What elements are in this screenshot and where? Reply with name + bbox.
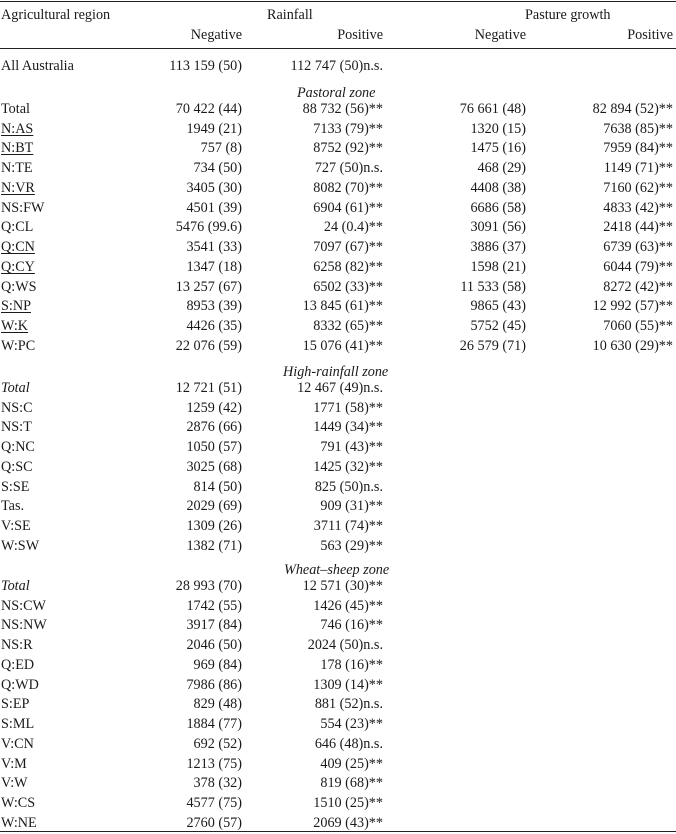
header-rule [0,48,676,49]
cell-region: V:CN [1,736,34,752]
zone-title-wheat-sheep: Wheat–sheep zone [284,562,390,578]
zone-title-pastoral: Pastoral zone [297,85,376,101]
cell-region: Total [1,380,30,396]
cell-rain-positive: 178 (16)** [320,657,383,673]
cell-pasture-negative: 11 533 (58) [460,279,526,295]
cell-rain-negative: 7986 (86) [186,677,242,693]
cell-rain-negative: 3405 (30) [186,180,242,196]
cell-rain-positive: 6258 (82)** [313,259,383,275]
zone-title-high-rainfall: High-rainfall zone [283,364,389,380]
cell-pasture-negative: 1320 (15) [470,121,526,137]
cell-rain-negative: 378 (32) [193,775,242,791]
cell-rain-negative: 4426 (35) [186,318,242,334]
cell-region: S:SE [1,479,30,495]
cell-rain-negative: 3917 (84) [186,617,242,633]
cell-rain-negative: 2046 (50) [186,637,242,653]
header-region: Agricultural region [1,7,111,23]
cell-rain-negative: 4501 (39) [186,200,242,216]
cell-rain-positive: 819 (68)** [320,775,383,791]
cell-pasture-negative: 1598 (21) [470,259,526,275]
cell-region: Total [1,578,30,594]
cell-pasture-negative: 4408 (38) [470,180,526,196]
cell-rain-positive: 2069 (43)** [313,815,383,831]
cell-region: Tas. [1,498,25,514]
cell-rain-positive: 2024 (50)n.s. [307,637,383,653]
cell-region: Q:WD [1,677,39,693]
cell-region: Q:SC [1,459,33,475]
cell-rain-positive: 646 (48)n.s. [314,736,383,752]
cell-region: W:NE [1,815,37,831]
cell-rain-negative: 13 257 (67) [175,279,242,295]
cell-rain-positive: 7133 (79)** [313,121,383,137]
cell-rain-negative: 757 (8) [200,140,242,156]
cell-region: NS:R [1,637,33,653]
cell-rain-positive: 881 (52)n.s. [314,696,383,712]
cell-rain-negative: 8953 (39) [186,298,242,314]
cell-pasture-positive: 7959 (84)** [603,140,673,156]
cell-rain-positive: 791 (43)** [320,439,383,455]
cell-pasture-positive: 6739 (63)** [603,239,673,255]
cell-rain-negative: 1742 (55) [186,598,242,614]
cell-pasture-negative: 1475 (16) [470,140,526,156]
all-australia-rain-positive: 112 747 (50)n.s. [290,58,383,74]
cell-region: S:ML [1,716,35,732]
cell-rain-positive: 6502 (33)** [313,279,383,295]
cell-rain-positive: 554 (23)** [320,716,383,732]
header-rainfall: Rainfall [267,7,313,23]
cell-rain-negative: 1949 (21) [186,121,242,137]
cell-rain-positive: 24 (0.4)** [323,219,383,235]
header-pasture-negative: Negative [474,27,526,43]
cell-rain-positive: 88 732 (56)** [302,101,383,117]
cell-rain-positive: 13 845 (61)** [302,298,383,314]
cell-pasture-negative: 6686 (58) [470,200,526,216]
cell-rain-positive: 909 (31)** [320,498,383,514]
cell-region: N:AS [1,121,34,137]
cell-rain-positive: 1426 (45)** [313,598,383,614]
cell-pasture-positive: 4833 (42)** [603,200,673,216]
cell-region: N:BT [1,140,34,156]
cell-pasture-positive: 10 630 (29)** [592,338,673,354]
cell-region: N:VR [1,180,35,196]
cell-pasture-negative: 468 (29) [477,160,526,176]
cell-region: Total [1,101,30,117]
cell-rain-negative: 12 721 (51) [175,380,242,396]
cell-region: Q:WS [1,279,37,295]
cell-rain-positive: 825 (50)n.s. [314,479,383,495]
cell-pasture-positive: 1149 (71)** [603,160,673,176]
cell-region: W:SW [1,538,40,554]
cell-rain-negative: 969 (84) [193,657,242,673]
cell-region: NS:NW [1,617,47,633]
cell-rain-negative: 4577 (75) [186,795,242,811]
cell-pasture-negative: 5752 (45) [470,318,526,334]
cell-rain-negative: 1259 (42) [186,400,242,416]
cell-rain-negative: 1309 (26) [186,518,242,534]
table-bottom-rule [0,831,676,832]
cell-rain-positive: 12 571 (30)** [302,578,383,594]
cell-region: NS:CW [1,598,46,614]
cell-pasture-positive: 82 894 (52)** [592,101,673,117]
cell-rain-positive: 1425 (32)** [313,459,383,475]
cell-rain-negative: 70 422 (44) [175,101,242,117]
cell-rain-negative: 829 (48) [193,696,242,712]
cell-rain-positive: 746 (16)** [320,617,383,633]
cell-region: NS:T [1,419,32,435]
cell-pasture-positive: 2418 (44)** [603,219,673,235]
cell-region: V:M [1,756,27,772]
cell-rain-negative: 5476 (99.6) [175,219,242,235]
cell-pasture-negative: 3886 (37) [470,239,526,255]
cell-pasture-negative: 26 579 (71) [459,338,526,354]
cell-rain-negative: 22 076 (59) [175,338,242,354]
cell-pasture-positive: 7060 (55)** [603,318,673,334]
cell-rain-positive: 1309 (14)** [313,677,383,693]
table-top-rule [0,1,676,2]
header-pasture-growth: Pasture growth [525,7,611,23]
all-australia-rain-negative: 113 159 (50) [169,58,242,74]
cell-rain-negative: 3541 (33) [186,239,242,255]
cell-rain-positive: 1449 (34)** [313,419,383,435]
cell-rain-negative: 2029 (69) [186,498,242,514]
cell-region: NS:C [1,400,33,416]
cell-rain-negative: 1884 (77) [186,716,242,732]
cell-rain-negative: 734 (50) [193,160,242,176]
cell-pasture-positive: 6044 (79)** [603,259,673,275]
cell-rain-positive: 8332 (65)** [313,318,383,334]
cell-pasture-negative: 3091 (56) [470,219,526,235]
cell-region: W:CS [1,795,36,811]
header-rain-negative: Negative [190,27,242,43]
cell-region: N:TE [1,160,33,176]
header-rain-positive: Positive [337,27,383,43]
cell-rain-positive: 563 (29)** [320,538,383,554]
cell-pasture-negative: 9865 (43) [470,298,526,314]
cell-rain-negative: 1213 (75) [186,756,242,772]
cell-rain-positive: 6904 (61)** [313,200,383,216]
cell-rain-negative: 1347 (18) [186,259,242,275]
header-pasture-positive: Positive [627,27,673,43]
cell-region: NS:FW [1,200,45,216]
cell-rain-negative: 2760 (57) [186,815,242,831]
cell-rain-negative: 2876 (66) [186,419,242,435]
cell-region: S:EP [1,696,30,712]
cell-region: S:NP [1,298,31,314]
cell-region: W:K [1,318,29,334]
cell-rain-negative: 692 (52) [193,736,242,752]
cell-rain-positive: 1510 (25)** [313,795,383,811]
cell-rain-positive: 1771 (58)** [313,400,383,416]
cell-region: Q:CL [1,219,34,235]
cell-pasture-positive: 12 992 (57)** [592,298,673,314]
cell-pasture-positive: 7638 (85)** [603,121,673,137]
cell-region: Q:CN [1,239,35,255]
cell-rain-positive: 15 076 (41)** [302,338,383,354]
cell-rain-negative: 814 (50) [193,479,242,495]
cell-rain-positive: 8752 (92)** [313,140,383,156]
cell-rain-positive: 409 (25)** [320,756,383,772]
cell-rain-positive: 7097 (67)** [313,239,383,255]
cell-rain-positive: 727 (50)n.s. [314,160,383,176]
cell-rain-negative: 28 993 (70) [175,578,242,594]
cell-rain-positive: 12 467 (49)n.s. [297,380,383,396]
cell-pasture-positive: 8272 (42)** [603,279,673,295]
cell-pasture-negative: 76 661 (48) [459,101,526,117]
cell-rain-negative: 1050 (57) [186,439,242,455]
cell-region: Q:CY [1,259,35,275]
cell-rain-negative: 1382 (71) [186,538,242,554]
cell-rain-negative: 3025 (68) [186,459,242,475]
cell-rain-positive: 8082 (70)** [313,180,383,196]
cell-region: Q:ED [1,657,35,673]
cell-pasture-positive: 7160 (62)** [603,180,673,196]
cell-rain-positive: 3711 (74)** [313,518,383,534]
cell-region: Q:NC [1,439,35,455]
cell-region: W:PC [1,338,36,354]
all-australia-region: All Australia [1,58,74,74]
cell-region: V:SE [1,518,31,534]
cell-region: V:W [1,775,28,791]
